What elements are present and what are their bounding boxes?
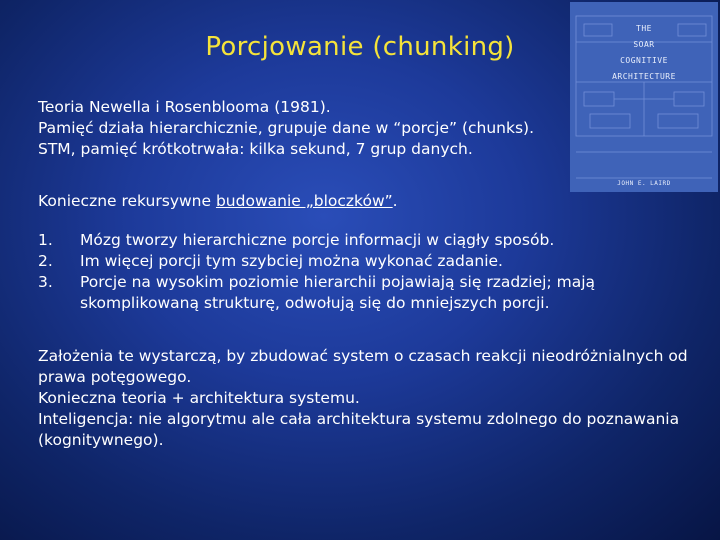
slide-title: Porcjowanie (chunking) <box>205 32 515 62</box>
closing-paragraph <box>38 346 698 451</box>
closing-line: Konieczna teoria + architektura systemu. <box>38 389 360 407</box>
intro-line: Teoria Newella i Rosenblooma (1981). <box>38 98 331 116</box>
numbered-list <box>38 230 680 314</box>
cover-title-line2: SOAR <box>633 40 655 49</box>
intro-line: Pamięć działa hierarchicznie, grupuje dane w “porcje” (chunks). <box>38 119 535 137</box>
list-item <box>38 230 680 251</box>
cover-title-line3: COGNITIVE <box>620 56 668 65</box>
list-number: 1. <box>38 231 53 249</box>
cover-author: JOHN E. LAIRD <box>617 180 671 187</box>
list-text: Porcje na wysokim poziomie hierarchii pojawiają się rzadziej; mają skomplikowaną strukturę, odwołują się do mniejszych porcji. <box>80 273 596 312</box>
list-text: Im więcej porcji tym szybciej można wykonać zadanie. <box>80 252 503 270</box>
cover-title-line4: ARCHITECTURE <box>612 72 676 81</box>
intro-paragraph <box>38 97 534 160</box>
list-item <box>38 272 680 314</box>
recursive-suffix: . <box>392 192 398 210</box>
list-item <box>38 251 680 272</box>
intro-line: STM, pamięć krótkotrwała: kilka sekund, 7 grup danych. <box>38 140 473 158</box>
recursive-underlined: budowanie „bloczków” <box>215 192 393 210</box>
closing-line: Założenia te wystarczą, by zbudować system o czasach reakcji nieodróżnialnych od prawa potęgowego. <box>38 347 688 386</box>
list-number: 2. <box>38 252 53 270</box>
list-number: 3. <box>38 273 53 291</box>
book-cover-image <box>570 2 718 192</box>
closing-line: Inteligencja: nie algorytmu ale cała architektura systemu zdolnego do poznawania (kognitywnego). <box>38 410 680 449</box>
recursive-prefix: Konieczne rekursywne <box>38 192 216 210</box>
recursive-building-line <box>38 191 398 212</box>
cover-title-line1: THE <box>636 24 652 33</box>
list-text: Mózg tworzy hierarchiczne porcje informacji w ciągły sposób. <box>80 231 555 249</box>
